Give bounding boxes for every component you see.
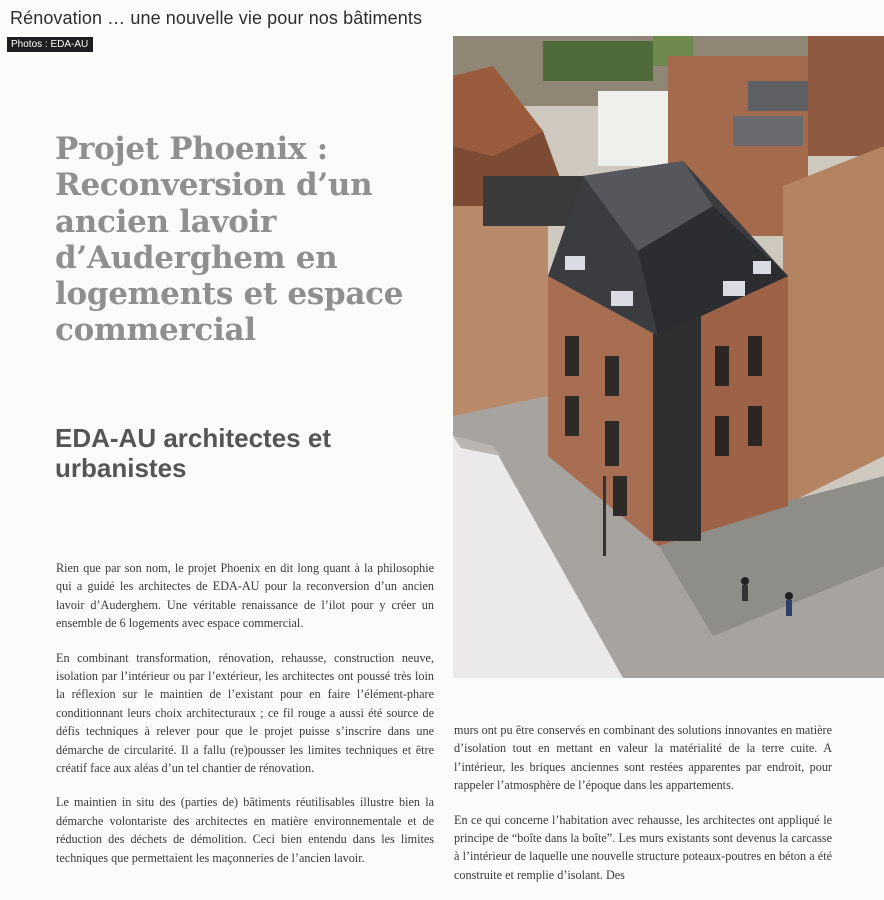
text-column-left (56, 559, 434, 883)
paragraph-approach: En combinant transformation, rénovation, rehausse, construction neuve, isolation par l’intérieur ou par l’extérieur, les architectes ont poussé très loin la réflexion sur le maintien de l’existant pour en faire l’élément-phare conditionnant leurs choix architecturaux ; ce fil rouge a aussi été source de défis techniques à relever pour que le projet puisse s’inscrire dans une démarche de circularité. Il a fallu (re)pousser les limites techniques et être créatif face aux aléas d’un tel chantier de rénovation. (56, 650, 434, 776)
article-title: Projet Phoenix : Reconversion d’un ancien lavoir d’Auderghem en logements et espace commercial (55, 131, 404, 349)
building-photo (453, 36, 884, 678)
article-subtitle: EDA-AU architectes et urbanistes (55, 423, 331, 483)
text-column-right (454, 721, 832, 900)
photo-credit-badge: Photos : EDA-AU (7, 37, 93, 52)
paragraph-box-in-box: En ce qui concerne l’habitation avec rehausse, les architectes ont appliqué le principe de “boîte dans la boîte”. Les murs existants sont devenus la carcasse à l’intérieur de laquelle une nouvelle structure poteaux-poutres en béton a été construite et remplie d’isolant. Des (454, 812, 832, 882)
paragraph-insitu: Le maintien in situ des (parties de) bâtiments réutilisables illustre bien la démarche volontariste des architectes en matière environnementale et de réduction des déchets de démolition. Ceci bien entendu dans les limites techniques que permettaient les maçonneries de l’ancien lavoir. (56, 795, 434, 865)
section-header: Rénovation … une nouvelle vie pour nos bâtiments (10, 8, 423, 28)
paragraph-intro: Rien que par son nom, le projet Phoenix en dit long quant à la philosophie qui a guidé les architectes de EDA-AU pour la reconversion d’un ancien lavoir d’Auderghem. Une véritable renaissance de l’ilot pour y créer un ensemble de 6 logements avec espace commercial. (56, 561, 434, 631)
paragraph-walls: murs ont pu être conservés en combinant des solutions innovantes en matière d’isolation tout en mettant en valeur la matérialité de la terre cuite. A l’intérieur, les briques anciennes sont restées apparentes par endroit, pour rappeler l’atmosphère de l’époque dans les appartements. (454, 723, 832, 793)
